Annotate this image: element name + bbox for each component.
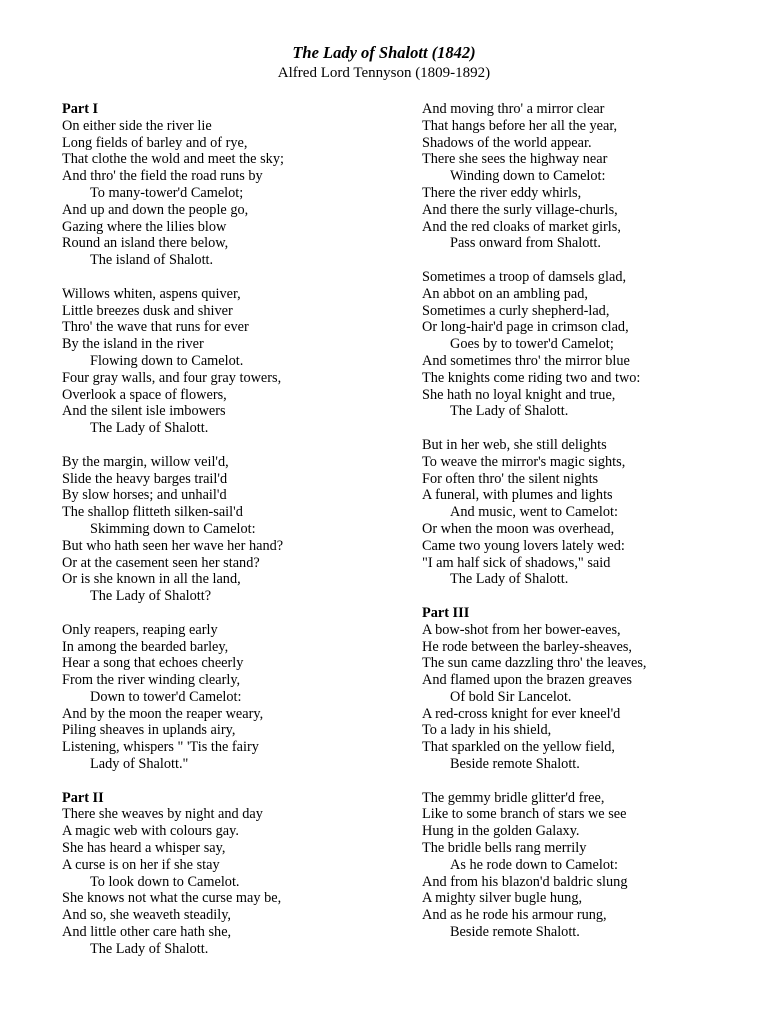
poem-line: Came two young lovers lately wed: (422, 537, 625, 554)
poem-line: "I am half sick of shadows," said (422, 554, 611, 571)
poem-line: She has heard a whisper say, (62, 840, 226, 857)
poem-line: To weave the mirror's magic sights, (422, 453, 626, 470)
poem-line: Gazing where the lilies blow (62, 218, 227, 235)
poem-line: That sparkled on the yellow field, (422, 739, 615, 756)
poem-line: And the red cloaks of market girls, (422, 218, 621, 235)
poem-line: By the island in the river (62, 336, 204, 353)
poem-line: Down to tower'd Camelot: (90, 688, 242, 705)
poem-line: A curse is on her if she stay (62, 856, 220, 873)
poem-line: Like to some branch of stars we see (422, 806, 627, 823)
poem-author: Alfred Lord Tennyson (1809-1892) (277, 65, 491, 81)
poem-line: A bow-shot from her bower-eaves, (422, 621, 621, 638)
poem-line: Shadows of the world appear. (422, 134, 592, 151)
left-column (62, 101, 402, 974)
poem-line: The Lady of Shalott. (450, 571, 569, 588)
poem-line: The knights come riding two and two: (422, 369, 641, 386)
poem-line: Round an island there below, (62, 235, 229, 252)
poem-line: Overlook a space of flowers, (62, 386, 227, 403)
poem-line: The island of Shalott. (90, 252, 214, 269)
poem-line: Or is she known in all the land, (62, 571, 241, 588)
poem-line: A funeral, with plumes and lights (422, 487, 613, 504)
poem-line: That clothe the wold and meet the sky; (62, 151, 284, 168)
stanza (422, 437, 762, 588)
poem-line: Flowing down to Camelot. (90, 352, 244, 369)
poem-line: Or long-hair'd page in crimson clad, (422, 319, 629, 336)
poem-line: Sometimes a troop of damsels glad, (422, 268, 627, 285)
poem-line: A mighty silver bugle hung, (422, 890, 583, 907)
poem-line: Hung in the golden Galaxy. (422, 823, 580, 840)
poem-line: That hangs before her all the year, (422, 117, 618, 134)
poem-line: But who hath seen her wave her hand? (62, 537, 284, 554)
poem-line: Four gray walls, and four gray towers, (62, 369, 282, 386)
poem-line: As he rode down to Camelot: (450, 856, 618, 873)
poem-line: To a lady in his shield, (422, 722, 552, 739)
poem-line: To look down to Camelot. (90, 873, 240, 890)
poem-line: The Lady of Shalott. (90, 940, 209, 957)
poem-line: The Lady of Shalott? (90, 588, 212, 605)
stanza (422, 790, 762, 941)
poem-line: Long fields of barley and of rye, (62, 134, 248, 151)
poem-line: Of bold Sir Lancelot. (450, 688, 572, 705)
poem-line: And there the surly village-churls, (422, 201, 618, 218)
stanza (62, 454, 402, 605)
poem-line: And moving thro' a mirror clear (422, 101, 605, 117)
poem-line: And little other care hath she, (62, 924, 232, 941)
stanza (62, 286, 402, 437)
poem-line: Or when the moon was overhead, (422, 520, 615, 537)
stanza (62, 101, 402, 269)
right-column (422, 101, 762, 958)
poem-line: Lady of Shalott." (90, 756, 189, 773)
part-heading: Part II (62, 789, 104, 806)
poem-line: Listening, whispers " 'Tis the fairy (62, 739, 259, 756)
poem-line: Slide the heavy barges trail'd (62, 470, 228, 487)
poem-line: A magic web with colours gay. (62, 823, 239, 840)
poem-line: He rode between the barley-sheaves, (422, 638, 632, 655)
poem-line: Hear a song that echoes cheerly (62, 655, 244, 672)
poem-line: She knows not what the curse may be, (62, 890, 282, 907)
poem-line: And thro' the field the road runs by (62, 168, 263, 185)
poem-line: An abbot on an ambling pad, (422, 285, 588, 302)
poem-line: Beside remote Shalott. (450, 756, 580, 773)
poem-line: The shallop flitteth silken-sail'd (62, 504, 243, 521)
poem-title: The Lady of Shalott (1842) (292, 43, 476, 62)
stanza (62, 622, 402, 773)
poem-line: And so, she weaveth steadily, (62, 907, 232, 924)
poem-line: On either side the river lie (62, 117, 212, 134)
poem-line: And the silent isle imbowers (62, 403, 226, 420)
poem-line: The gemmy bridle glitter'd free, (422, 789, 605, 806)
part-heading: Part III (422, 604, 470, 621)
poem-line: And sometimes thro' the mirror blue (422, 352, 630, 369)
poem-line: The sun came dazzling thro' the leaves, (422, 655, 647, 672)
poem-line: By the margin, willow veil'd, (62, 453, 229, 470)
poem-line: Little breezes dusk and shiver (62, 302, 233, 319)
poem-line: And music, went to Camelot: (450, 504, 618, 521)
poem-line: The bridle bells rang merrily (422, 840, 587, 857)
poem-line: To many-tower'd Camelot; (90, 184, 244, 201)
poem-line: But in her web, she still delights (422, 436, 607, 453)
poem-line: Willows whiten, aspens quiver, (62, 285, 241, 302)
poem-line: A red-cross knight for ever kneel'd (422, 705, 621, 722)
stanza (422, 269, 762, 420)
poem-line: And as he rode his armour rung, (422, 907, 607, 924)
poem-line: The Lady of Shalott. (90, 420, 209, 437)
poem-line: There the river eddy whirls, (422, 184, 582, 201)
poem-line: By slow horses; and unhail'd (62, 487, 227, 504)
poem-line: Winding down to Camelot: (450, 168, 606, 185)
poem-line: Sometimes a curly shepherd-lad, (422, 302, 610, 319)
poem-line: Skimming down to Camelot: (90, 520, 256, 537)
poem-line: Piling sheaves in uplands airy, (62, 722, 236, 739)
poem-line: Beside remote Shalott. (450, 924, 580, 941)
stanza (422, 605, 762, 773)
poem-line: For often thro' the silent nights (422, 470, 599, 487)
poem-line: And up and down the people go, (62, 201, 249, 218)
poem-line: In among the bearded barley, (62, 638, 229, 655)
poem-line: Or at the casement seen her stand? (62, 554, 260, 571)
poem-line: And by the moon the reaper weary, (62, 705, 264, 722)
stanza (422, 101, 762, 252)
stanza (62, 790, 402, 958)
poem-line: From the river winding clearly, (62, 672, 241, 689)
poem-line: There she sees the highway near (422, 151, 608, 168)
poem-line: There she weaves by night and day (62, 806, 263, 823)
part-heading: Part I (62, 101, 99, 117)
poem-line: The Lady of Shalott. (450, 403, 569, 420)
poem-line: Pass onward from Shalott. (450, 235, 601, 252)
poem-line: Only reapers, reaping early (62, 621, 218, 638)
poem-line: And flamed upon the brazen greaves (422, 672, 632, 689)
poem-line: Goes by to tower'd Camelot; (450, 336, 614, 353)
poem-line: She hath no loyal knight and true, (422, 386, 616, 403)
poem-line: Thro' the wave that runs for ever (62, 319, 249, 336)
poem-line: And from his blazon'd baldric slung (422, 873, 628, 890)
